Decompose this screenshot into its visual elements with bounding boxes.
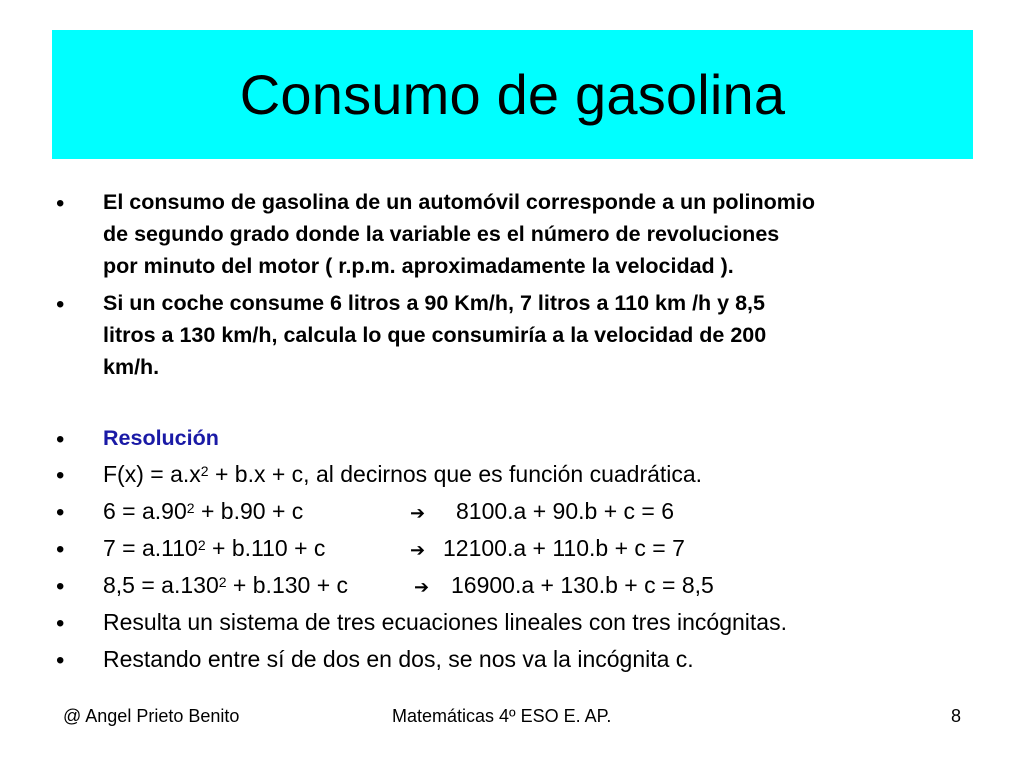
text-line: de segundo grado donde la variable es el número de revoluciones	[103, 222, 780, 246]
footer-course: Matemáticas 4º ESO E. AP.	[392, 706, 612, 726]
bullet-marker: •	[56, 647, 65, 674]
exponent: 2	[218, 574, 227, 590]
equation-lhs: 6 = a.90	[103, 498, 187, 524]
arrow-icon: ➔	[410, 540, 426, 560]
title-banner	[52, 30, 973, 159]
exponent: 2	[197, 537, 206, 553]
bullet-marker: •	[56, 190, 65, 217]
equation-row	[103, 495, 303, 527]
bullet-marker: •	[56, 462, 65, 489]
function-definition	[103, 458, 702, 490]
conclusion-line-2: Restando entre sí de dos en dos, se nos va la incógnita c.	[103, 646, 694, 672]
function-text-a: F(x) = a.x	[103, 461, 201, 487]
slide-title: Consumo de gasolina	[239, 62, 786, 126]
text-line: Si un coche consume 6 litros a 90 Km/h, 7 litros a 110 km /h y 8,5	[103, 291, 765, 315]
equation-result: 16900.a + 130.b + c = 8,5	[451, 572, 714, 598]
conclusion-line-1: Resulta un sistema de tres ecuaciones lineales con tres incógnitas.	[103, 609, 787, 635]
equation-lhs: 7 = a.110	[103, 535, 198, 561]
bullet-marker: •	[56, 291, 65, 318]
arrow-icon: ➔	[414, 577, 430, 597]
equation-rhs: + b.110 + c	[205, 535, 326, 561]
equation-lhs: 8,5 = a.130	[103, 572, 219, 598]
text-line: km/h.	[103, 355, 160, 379]
equation-row	[103, 532, 325, 564]
equation-result: 12100.a + 110.b + c = 7	[443, 535, 685, 561]
function-text-b: + b.x + c, al decirnos que es función cuadrática.	[208, 461, 703, 487]
text-line: litros a 130 km/h, calcula lo que consumiría a la velocidad de 200	[103, 323, 767, 347]
equation-result: 8100.a + 90.b + c = 6	[456, 498, 675, 524]
bullet-marker: •	[56, 610, 65, 637]
exponent: 2	[200, 463, 209, 479]
bullet-marker: •	[56, 536, 65, 563]
intro-paragraph-1	[103, 186, 815, 282]
equation-rhs: + b.130 + c	[226, 572, 349, 598]
arrow-icon: ➔	[410, 503, 426, 523]
resolution-heading: Resolución	[103, 426, 219, 450]
exponent: 2	[186, 500, 195, 516]
equation-rhs: + b.90 + c	[194, 498, 304, 524]
footer-page-number: 8	[951, 706, 962, 726]
text-line: El consumo de gasolina de un automóvil corresponde a un polinomio	[103, 190, 815, 214]
equation-row	[103, 569, 348, 601]
bullet-marker: •	[56, 426, 65, 453]
bullet-marker: •	[56, 499, 65, 526]
bullet-marker: •	[56, 573, 65, 600]
text-line: por minuto del motor ( r.p.m. aproximadamente la velocidad ).	[103, 254, 734, 278]
footer-author: @ Angel Prieto Benito	[63, 706, 240, 726]
intro-paragraph-2	[103, 287, 766, 383]
